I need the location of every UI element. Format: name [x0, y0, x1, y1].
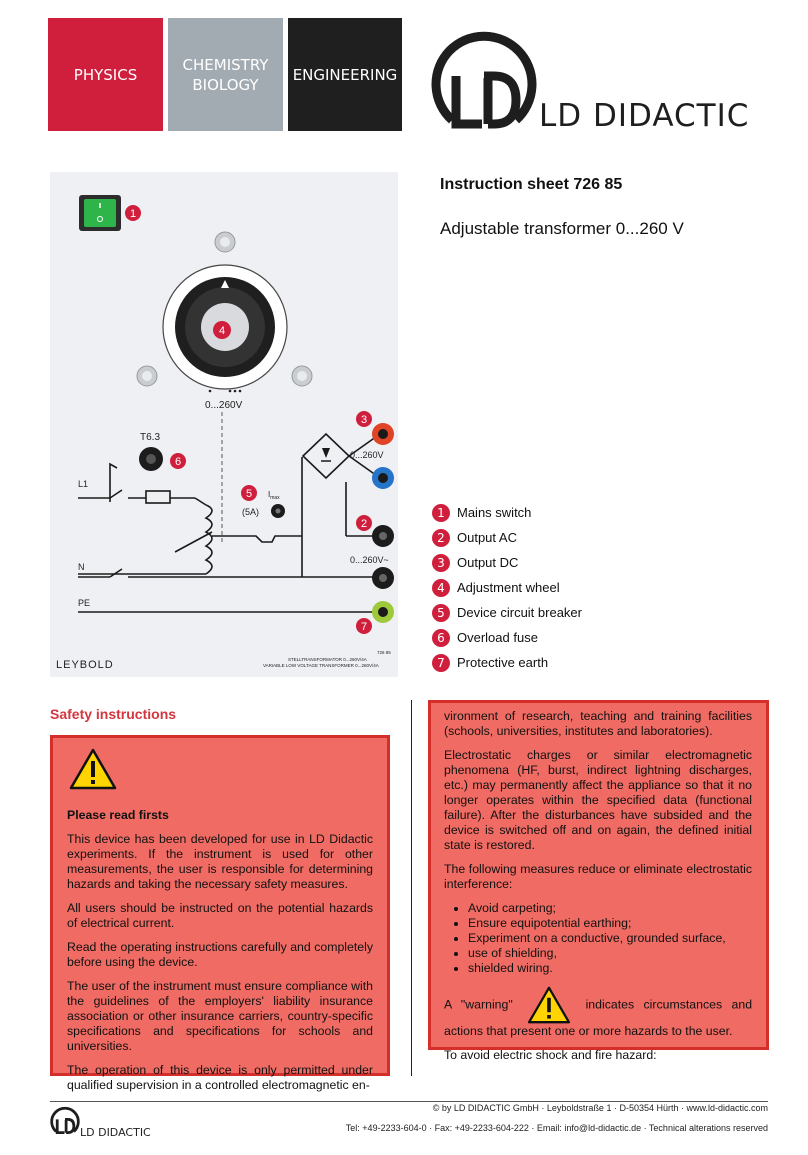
warning-triangle-icon [69, 748, 117, 790]
list-item: • Avoid carpeting; [468, 901, 752, 916]
list-item: • shielded wiring. [468, 961, 752, 976]
warning-explanation: A "warning" indicates circumstances and actions that present one or more hazards to the user. [444, 986, 752, 1039]
safety-paragraph: Read the operating instructions carefully and completely before using the device. [67, 940, 373, 969]
svg-text:7: 7 [360, 621, 368, 633]
marker-2 [356, 515, 372, 531]
interference-measures-list [444, 901, 752, 976]
fuse-holder-icon [139, 447, 163, 471]
marker-4 [213, 321, 231, 339]
model-line-1: STELLTRANSFORMATOR 0...260V/4A [288, 657, 367, 662]
physics-tile: PHYSICS [48, 18, 163, 131]
safety-paragraph: The following measures reduce or eliminate electrostatic interference: [444, 862, 752, 891]
fuse-rating-label: T6.3 [140, 432, 161, 443]
legend-item: 5 Device circuit breaker [432, 600, 582, 625]
warning-triangle-icon [526, 986, 572, 1024]
engineering-tile: ENGINEERING [288, 18, 402, 131]
safety-paragraph: All users should be instructed on the potential hazards of electrical current. [67, 901, 373, 930]
ld-logo-icon [430, 28, 538, 136]
safety-paragraph: vironment of research, teaching and training facilities (schools, universities, institutes and laboratories). [444, 709, 752, 738]
ac-socket-2[interactable] [372, 567, 394, 589]
diode-bridge-icon [321, 448, 331, 461]
safety-paragraph: To avoid electric shock and fire hazard: [444, 1048, 657, 1062]
safety-paragraph: Electrostatic charges or similar electromagnetic phenomena (HF, burst, indirect lightning discharges, etc.) may permanently affect the appliance so that it no longer operates within the specified data (functional failure). After the disturbances have subsided and the device is switched off and on again, the defined initial state is restored. [444, 748, 752, 852]
legend-item: 6 Overload fuse [432, 625, 582, 650]
svg-text:4: 4 [218, 325, 226, 337]
legend-item: 7 Protective earth [432, 650, 582, 675]
read-first-heading: Please read firsts [67, 808, 169, 822]
dial-range-label: 0...260V [205, 400, 243, 411]
legend-item: 1 Mains switch [432, 500, 582, 525]
circuit-diagram [78, 434, 380, 612]
circuit-breaker-icon [271, 504, 285, 518]
footer-ld-logo-icon [50, 1104, 80, 1138]
legend-item: 4 Adjustment wheel [432, 575, 582, 600]
list-item: • use of shielding, [468, 946, 752, 961]
n-label: N [78, 562, 85, 572]
marker-1 [125, 205, 141, 221]
svg-text:2: 2 [360, 518, 368, 530]
svg-text:5: 5 [245, 488, 253, 500]
model-line-2: VARIABLE LOW VOLTAGE TRANSFORMER 0...260V/4A [263, 663, 379, 668]
marker-3 [356, 411, 372, 427]
earth-socket[interactable] [372, 601, 394, 623]
footer-contact: Tel: +49-2233-604-0 · Fax: +49-2233-604-222 · Email: info@ld-didactic.de · Technical alterations reserved [345, 1123, 768, 1133]
svg-text:1: 1 [129, 208, 137, 220]
column-divider [411, 700, 412, 1076]
safety-heading: Safety instructions [50, 706, 177, 722]
footer-copyright: © by LD DIDACTIC GmbH · Leyboldstraße 1 · D-50354 Hürth · www.ld-didactic.com [432, 1103, 768, 1113]
brand-name: LD DIDACTIC [539, 98, 750, 134]
dc-output-label: 0...260V [350, 450, 384, 460]
breaker-current-label: $I_{max}$ [268, 490, 280, 501]
list-item: • Experiment on a conductive, grounded surface, [468, 931, 752, 946]
svg-text:3: 3 [360, 414, 368, 426]
panel-drawing [50, 172, 398, 677]
chemistry-biology-tile: CHEMISTRY BIOLOGY [168, 18, 283, 131]
legend-item: 2 Output AC [432, 525, 582, 550]
list-item: • Ensure equipotential earthing; [468, 916, 752, 931]
safety-paragraph: This device has been developed for use in LD Didactic experiments. If the instrument is used for other measurements, the user is responsible for determining hazards and taking the necessary safety measures. [67, 832, 373, 891]
marker-6 [170, 453, 186, 469]
dc-minus-socket[interactable] [372, 467, 394, 489]
safety-warning-box-right [428, 700, 769, 1062]
marker-5 [241, 485, 257, 501]
legend-item: 3 Output DC [432, 550, 582, 575]
instruction-sheet-title: Instruction sheet 726 85 [440, 176, 623, 193]
svg-text:6: 6 [174, 456, 182, 468]
ac-output-label: 0...260V~ [350, 555, 389, 565]
breaker-rating-label: (5A) [242, 507, 260, 517]
safety-warning-box-left [50, 735, 390, 1092]
safety-paragraph: The operation of this device is only permitted under qualified supervision in a controlled electromagnetic en- [67, 1063, 373, 1092]
device-front-panel [50, 172, 398, 677]
safety-paragraph: The user of the instrument must ensure compliance with the guidelines of the employers' liability insurance association or other insurance carriers, country-specific specifications and specifications for schools and universities. [67, 979, 373, 1053]
marker-7 [356, 618, 372, 634]
leybold-brand: LEYBOLD [56, 659, 114, 671]
mains-switch-icon [79, 195, 121, 231]
footer-rule [50, 1101, 768, 1102]
pe-label: PE [78, 598, 91, 608]
dc-plus-socket[interactable] [372, 423, 394, 445]
model-number: 726 85 [377, 650, 391, 655]
footer-brand: LD DIDACTIC [80, 1126, 151, 1139]
l1-label: L1 [78, 479, 89, 489]
product-subtitle: Adjustable transformer 0...260 V [440, 219, 684, 238]
ac-socket-1[interactable] [372, 525, 394, 547]
component-legend [432, 500, 582, 675]
